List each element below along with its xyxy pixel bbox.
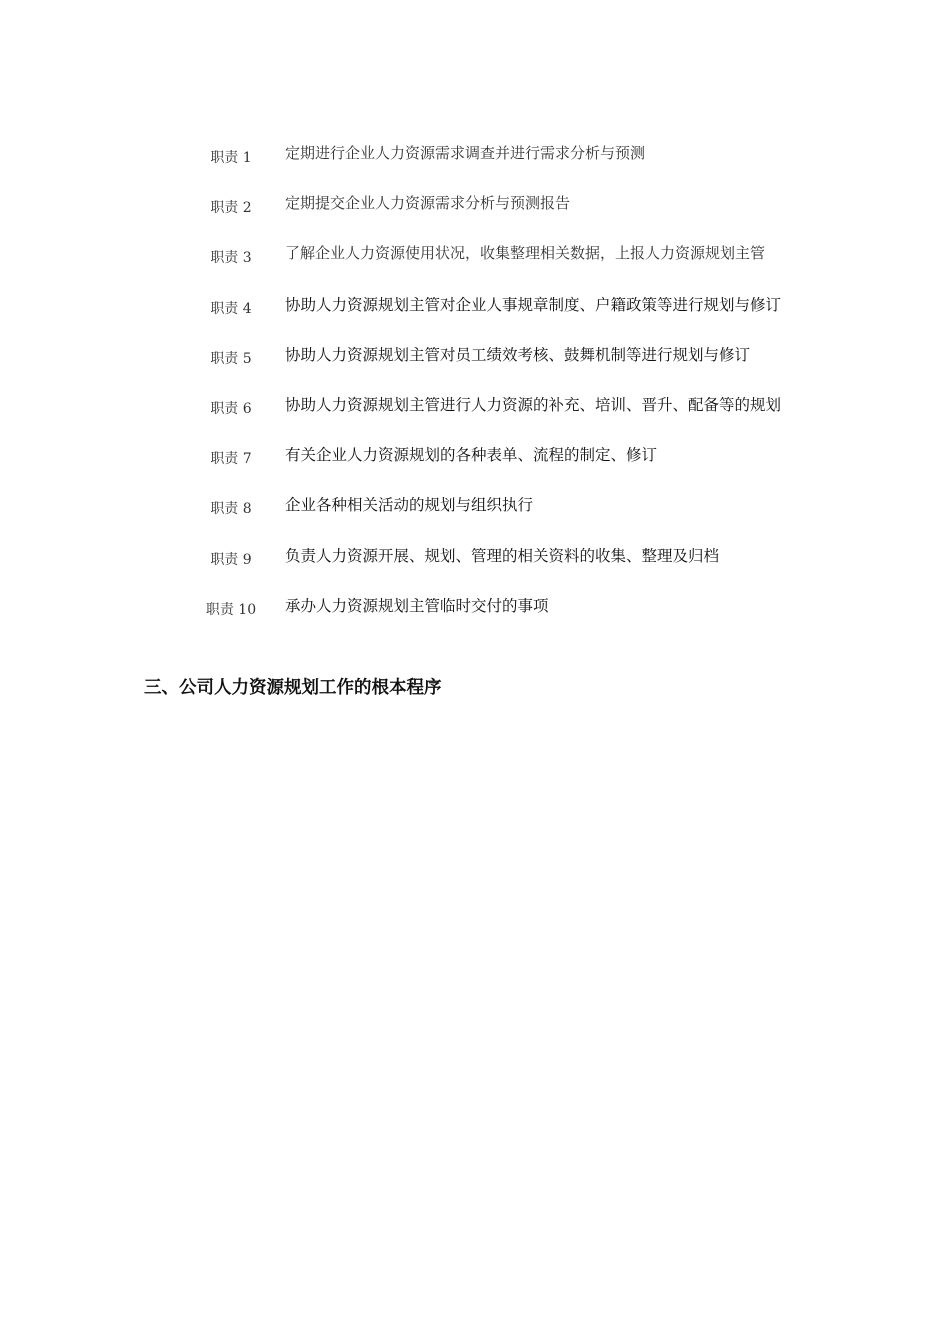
duty-label: 职责 6: [210, 400, 252, 417]
duty-text: 定期提交企业人力资源需求分析与预测报告: [285, 194, 571, 213]
duty-text: 负责人力资源开展、规划、管理的相关资料的收集、整理及归档: [285, 546, 720, 565]
duty-label: 职责 8: [210, 501, 252, 518]
duty-row: [0, 234, 950, 284]
duty-row: [0, 385, 950, 435]
duty-row: [0, 134, 950, 184]
duty-label: 职责 5: [210, 350, 252, 367]
duty-text: 定期进行企业人力资源需求调查并进行需求分析与预测: [285, 144, 646, 162]
duty-label: 职责 1: [210, 150, 252, 166]
duty-label: 职责 9: [210, 551, 252, 568]
duty-label: 职责 2: [210, 200, 252, 217]
duty-text: 有关企业人力资源规划的各种表单、流程的制定、修订: [285, 446, 658, 465]
duty-row: [0, 435, 950, 485]
section-heading: 三、公司人力资源规划工作的根本程序: [144, 678, 442, 698]
duty-label: 职责 7: [210, 451, 252, 468]
duty-row: [0, 536, 950, 586]
duty-text: 协助人力资源规划主管进行人力资源的补充、培训、晋升、配备等的规划: [285, 395, 782, 414]
duty-text: 了解企业人力资源使用状况，收集整理相关数据，上报人力资源规划主管: [285, 244, 766, 263]
duty-text: 企业各种相关活动的规划与组织执行: [285, 496, 534, 515]
duty-row: [0, 335, 950, 385]
duty-label: 职责 10: [205, 601, 257, 618]
duty-label: 职责 3: [210, 250, 252, 267]
duty-row: [0, 586, 950, 636]
duty-list: [0, 134, 950, 636]
duty-text: 承办人力资源规划主管临时交付的事项: [285, 596, 549, 615]
duty-text: 协助人力资源规划主管对企业人事规章制度、户籍政策等进行规划与修订: [285, 295, 782, 314]
duty-row: [0, 485, 950, 535]
duty-row: [0, 285, 950, 335]
duty-row: [0, 184, 950, 234]
duty-text: 协助人力资源规划主管对员工绩效考核、鼓舞机制等进行规划与修订: [285, 345, 751, 364]
duty-label: 职责 4: [210, 300, 252, 317]
